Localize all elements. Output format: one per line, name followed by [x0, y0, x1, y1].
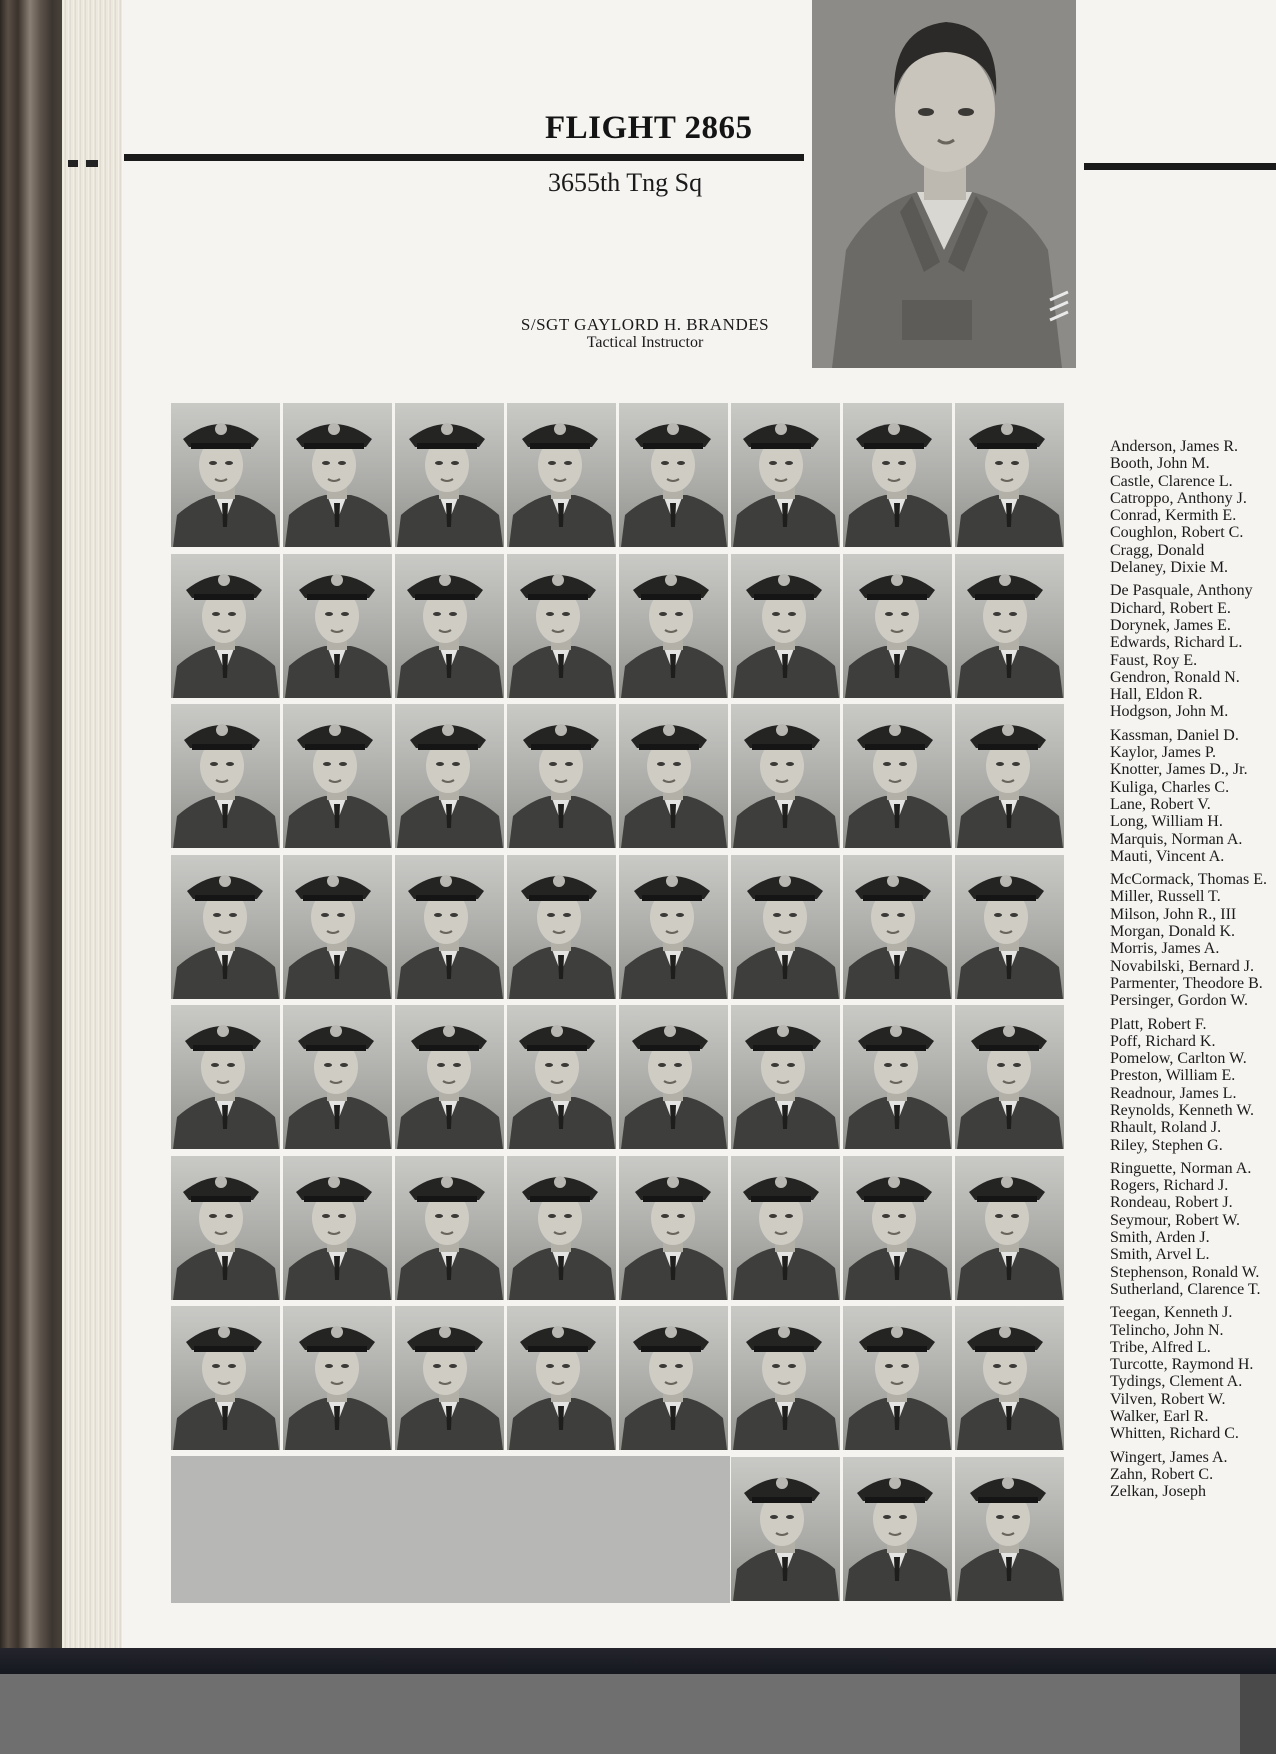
cadet-photo: [843, 1005, 952, 1149]
cadet-name: Pomelow, Carlton W.: [1110, 1050, 1247, 1068]
name-group: [1110, 1160, 1276, 1298]
cadet-name: Novabilski, Bernard J.: [1110, 957, 1254, 975]
cadet-name: Lane, Robert V.: [1110, 795, 1211, 813]
cadet-name: Preston, William E.: [1110, 1067, 1236, 1085]
cadet-name: Stephenson, Ronald W.: [1110, 1263, 1260, 1281]
cadet-name: Faust, Roy E.: [1110, 651, 1198, 669]
cadet-name: Milson, John R., III: [1110, 905, 1237, 923]
cadet-photo: [843, 403, 952, 547]
cadet-name: Coughlon, Robert C.: [1110, 524, 1244, 542]
cadet-name: Marquis, Norman A.: [1110, 830, 1243, 848]
cadet-name: Persinger, Gordon W.: [1110, 992, 1249, 1010]
cadet-name: Sutherland, Clarence T.: [1110, 1280, 1261, 1298]
instructor-role: Tactical Instructor: [586, 334, 704, 351]
cadet-photo: [843, 1156, 952, 1300]
cadet-photo: [283, 704, 392, 848]
cadet-name: Delaney, Dixie M.: [1110, 559, 1229, 577]
cadet-photo: [843, 704, 952, 848]
cadet-photo: [395, 1005, 504, 1149]
cadet-photo: [395, 704, 504, 848]
book-binding: [0, 0, 62, 1650]
cadet-photo: [171, 855, 280, 999]
cadet-photo: [395, 1156, 504, 1300]
cadet-photo: [283, 1306, 392, 1450]
instructor-name: S/SGT GAYLORD H. BRANDES: [520, 315, 770, 334]
name-group: [1110, 871, 1276, 1009]
cadet-name: Whitten, Richard C.: [1110, 1425, 1239, 1443]
cadet-name: Dorynek, James E.: [1110, 616, 1231, 634]
cadet-photo: [955, 1457, 1064, 1601]
cadet-photo: [171, 1306, 280, 1450]
cadet-name: Reynolds, Kenneth W.: [1110, 1101, 1254, 1119]
cadet-photo: [955, 1005, 1064, 1149]
cadet-photo: [619, 704, 728, 848]
name-group: [1110, 582, 1276, 720]
cadet-photo: [395, 855, 504, 999]
cadet-photo: [395, 1306, 504, 1450]
cadet-name: Turcotte, Raymond H.: [1110, 1356, 1254, 1374]
cadet-name: Telincho, John N.: [1110, 1321, 1224, 1339]
cadet-name: Catroppo, Anthony J.: [1110, 489, 1247, 507]
cadet-name: Platt, Robert F.: [1110, 1015, 1207, 1033]
cadet-photo: [731, 1457, 840, 1601]
cadet-photo: [843, 554, 952, 698]
cadet-name-list: [1110, 438, 1276, 1507]
cadet-name: Conrad, Kermith E.: [1110, 507, 1237, 525]
cadet-name: Tydings, Clement A.: [1110, 1373, 1243, 1391]
cadet-name: Zelkan, Joseph: [1110, 1483, 1206, 1501]
cadet-name: Riley, Stephen G.: [1110, 1136, 1223, 1154]
cadet-photo: [955, 554, 1064, 698]
cadet-photo: [619, 1156, 728, 1300]
page-title: FLIGHT 2865: [545, 110, 753, 146]
cadet-photo: [843, 1306, 952, 1450]
cadet-name: Morgan, Donald K.: [1110, 923, 1236, 941]
cadet-photo: [731, 554, 840, 698]
cadet-photo: [507, 403, 616, 547]
cadet-photo: [171, 1005, 280, 1149]
header-rule-right: [1084, 163, 1276, 170]
cadet-name: Hall, Eldon R.: [1110, 686, 1203, 704]
cadet-name: Poff, Richard K.: [1110, 1032, 1216, 1050]
blank-photo-area: [171, 1456, 730, 1603]
cadet-name: Smith, Arvel L.: [1110, 1246, 1210, 1264]
cadet-photo: [507, 704, 616, 848]
cadet-name: Walker, Earl R.: [1110, 1408, 1209, 1426]
left-margin-marks: [68, 154, 106, 172]
cadet-photo: [619, 855, 728, 999]
cadet-photo: [283, 403, 392, 547]
scan-background: [0, 1674, 1276, 1754]
cadet-name: Kaylor, James P.: [1110, 744, 1217, 762]
cadet-photo: [171, 1156, 280, 1300]
cadet-name: Ringuette, Norman A.: [1110, 1159, 1252, 1177]
cadet-photo: [955, 403, 1064, 547]
cadet-name: Gendron, Ronald N.: [1110, 668, 1240, 686]
cadet-photo: [619, 403, 728, 547]
cadet-photo: [507, 1306, 616, 1450]
cadet-name: Miller, Russell T.: [1110, 888, 1221, 906]
instructor-caption: [460, 316, 830, 352]
cadet-name: Knotter, James D., Jr.: [1110, 761, 1248, 779]
cadet-photo: [171, 704, 280, 848]
cadet-photo: [843, 855, 952, 999]
cadet-name: Castle, Clarence L.: [1110, 472, 1233, 490]
cadet-name: Kassman, Daniel D.: [1110, 726, 1239, 744]
cadet-name: Parmenter, Theodore B.: [1110, 974, 1263, 992]
cadet-photo: [507, 1156, 616, 1300]
cadet-name: Rogers, Richard J.: [1110, 1177, 1229, 1195]
cadet-photo: [955, 1306, 1064, 1450]
cadet-name: Morris, James A.: [1110, 940, 1220, 958]
cadet-name: Anderson, James R.: [1110, 438, 1238, 455]
name-group: [1110, 438, 1276, 576]
name-group: [1110, 1449, 1276, 1501]
cadet-name: Teegan, Kenneth J.: [1110, 1304, 1233, 1322]
cadet-photo: [507, 1005, 616, 1149]
cadet-photo: [731, 1005, 840, 1149]
cadet-photo: [731, 1306, 840, 1450]
cadet-name: Mauti, Vincent A.: [1110, 847, 1225, 865]
cadet-photo: [843, 1457, 952, 1601]
cadet-name: Booth, John M.: [1110, 455, 1210, 473]
cadet-name: Cragg, Donald: [1110, 541, 1205, 559]
cadet-photo: [731, 704, 840, 848]
cadet-photo-grid: [171, 403, 1068, 1603]
cadet-photo: [283, 554, 392, 698]
cadet-photo: [731, 1156, 840, 1300]
cadet-photo: [955, 855, 1064, 999]
cadet-name: Tribe, Alfred L.: [1110, 1338, 1211, 1356]
cadet-photo: [283, 855, 392, 999]
cadet-photo: [507, 554, 616, 698]
cadet-name: Hodgson, John M.: [1110, 703, 1229, 721]
page-edges: [62, 0, 122, 1650]
cadet-name: Rondeau, Robert J.: [1110, 1194, 1233, 1212]
cadet-photo: [955, 704, 1064, 848]
cadet-photo: [619, 1005, 728, 1149]
name-group: [1110, 1304, 1276, 1442]
header-rule: [124, 154, 804, 161]
cadet-name: Vilven, Robert W.: [1110, 1390, 1226, 1408]
cadet-photo: [283, 1005, 392, 1149]
cadet-name: Wingert, James A.: [1110, 1448, 1228, 1466]
cadet-photo: [731, 403, 840, 547]
book-bottom-edge: [0, 1648, 1276, 1674]
cadet-photo: [955, 1156, 1064, 1300]
cadet-name: Zahn, Robert C.: [1110, 1465, 1214, 1483]
cadet-name: Seymour, Robert W.: [1110, 1211, 1241, 1229]
cadet-photo: [619, 1306, 728, 1450]
name-group: [1110, 727, 1276, 865]
cadet-photo: [171, 403, 280, 547]
cadet-photo: [507, 855, 616, 999]
cadet-name: McCormack, Thomas E.: [1110, 871, 1268, 889]
cadet-name: Long, William H.: [1110, 813, 1223, 831]
cadet-photo: [395, 554, 504, 698]
cadet-photo: [171, 554, 280, 698]
cadet-photo: [731, 855, 840, 999]
cadet-name: Dichard, Robert E.: [1110, 599, 1231, 617]
instructor-portrait: [812, 0, 1076, 368]
cadet-name: De Pasquale, Anthony: [1110, 582, 1253, 600]
cadet-name: Readnour, James L.: [1110, 1084, 1237, 1102]
page-subtitle: 3655th Tng Sq: [548, 168, 703, 197]
cadet-photo: [283, 1156, 392, 1300]
cadet-photo: [395, 403, 504, 547]
name-group: [1110, 1016, 1276, 1154]
cadet-photo: [619, 554, 728, 698]
cadet-name: Rhault, Roland J.: [1110, 1119, 1222, 1137]
cadet-name: Kuliga, Charles C.: [1110, 778, 1230, 796]
cadet-name: Edwards, Richard L.: [1110, 634, 1243, 652]
cadet-name: Smith, Arden J.: [1110, 1229, 1210, 1247]
